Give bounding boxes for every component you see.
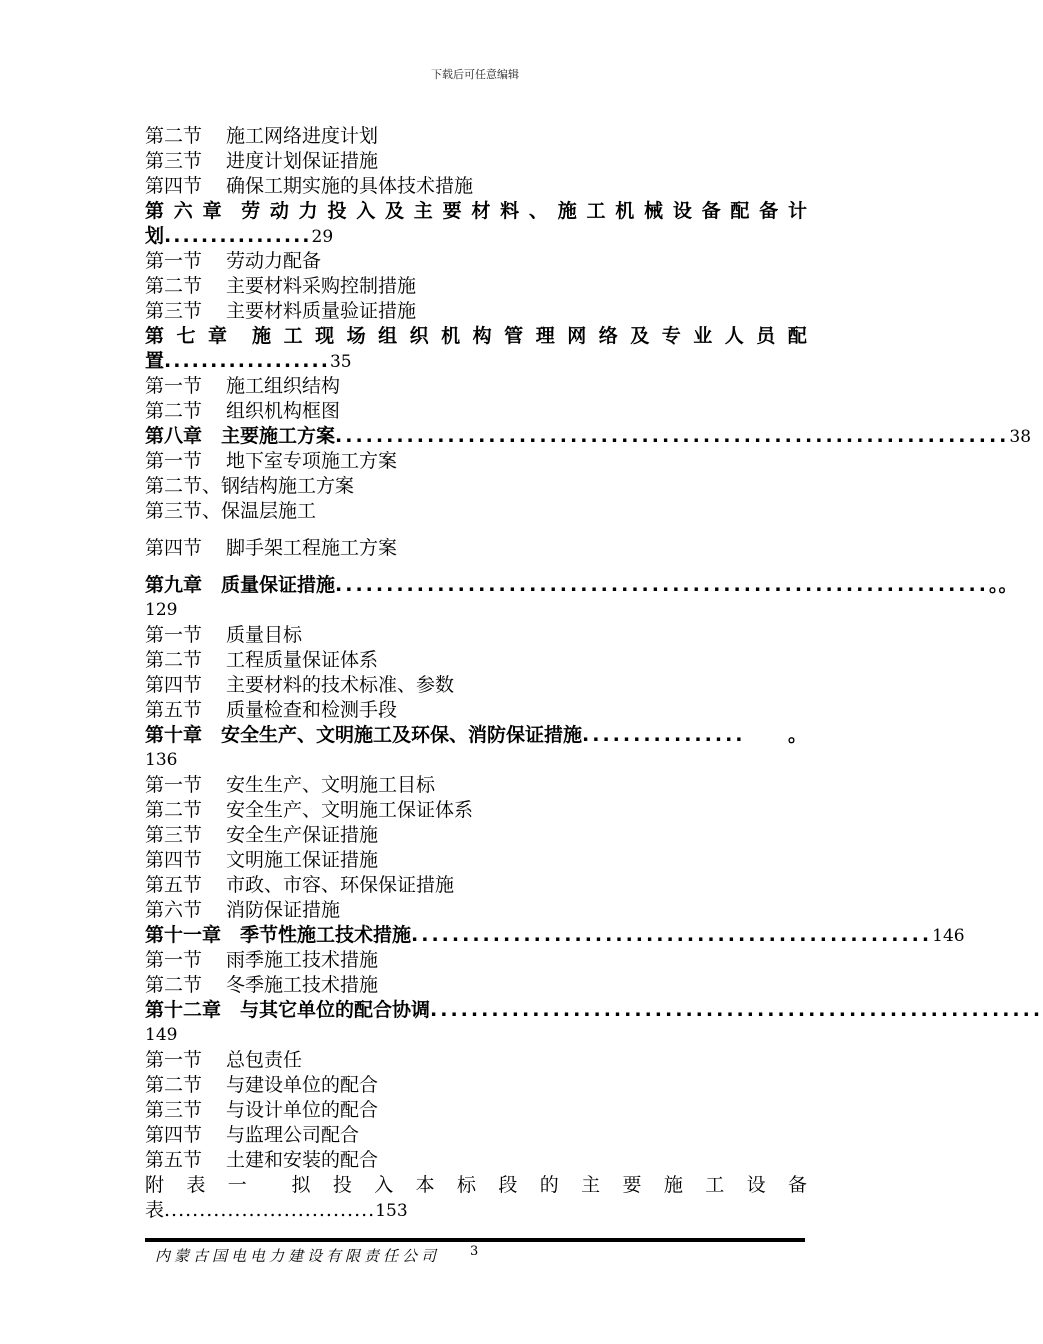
table-of-contents bbox=[145, 124, 1043, 1223]
heading-char: 拟 bbox=[291, 1174, 311, 1196]
toc-section bbox=[145, 374, 807, 399]
section-title: 安全生产、文明施工保证体系 bbox=[226, 799, 474, 821]
section-number: 第五节 bbox=[145, 874, 203, 896]
heading-char: 机 bbox=[615, 200, 635, 222]
toc-section bbox=[145, 449, 807, 474]
chapter-title: 第九章 质量保证措施 bbox=[145, 574, 336, 596]
toc-section bbox=[145, 299, 807, 324]
heading-char: 工 bbox=[586, 200, 606, 222]
page-number: 129 bbox=[145, 600, 178, 620]
heading-char: 材 bbox=[471, 200, 491, 222]
heading-char: 要 bbox=[442, 200, 462, 222]
heading-char: 人 bbox=[724, 325, 744, 347]
heading-char: 章 bbox=[208, 325, 228, 347]
section-title: 确保工期实施的具体技术措施 bbox=[226, 175, 474, 197]
heading-char: 备 bbox=[787, 1174, 807, 1196]
heading-char: 表 bbox=[186, 1174, 206, 1196]
heading-char: 设 bbox=[672, 200, 692, 222]
section-number: 第一节 bbox=[145, 375, 203, 397]
section-title: 土建和安装的配合 bbox=[226, 1149, 379, 1171]
chapter-11-heading bbox=[145, 923, 965, 948]
leader-end: 。。 bbox=[988, 574, 1018, 596]
toc-section bbox=[145, 623, 807, 648]
toc-section bbox=[145, 673, 807, 698]
section-title: 进度计划保证措施 bbox=[226, 150, 379, 172]
section-title: 消防保证措施 bbox=[226, 899, 341, 921]
footer-rule bbox=[145, 1238, 805, 1242]
section-title: 质量检查和检测手段 bbox=[226, 699, 398, 721]
section-title: 雨季施工技术措施 bbox=[226, 949, 379, 971]
heading-char: 理 bbox=[535, 325, 555, 347]
heading-tail: 置 bbox=[145, 350, 165, 372]
heading-char: 的 bbox=[539, 1174, 559, 1196]
heading-char: 工 bbox=[283, 325, 303, 347]
heading-char: 本 bbox=[415, 1174, 435, 1196]
section-title: 脚手架工程施工方案 bbox=[226, 537, 398, 559]
section-title: 劳动力配备 bbox=[226, 250, 322, 272]
page-number: 38 bbox=[1009, 427, 1032, 447]
chapter-title: 第八章 主要施工方案 bbox=[145, 425, 336, 447]
heading-char: 施 bbox=[663, 1174, 683, 1196]
toc-section bbox=[145, 973, 807, 998]
heading-char: 配 bbox=[787, 325, 807, 347]
leader-dots: .............................. bbox=[164, 1199, 376, 1221]
toc-section bbox=[145, 124, 807, 149]
section-title: 市政、市容、环保保证措施 bbox=[226, 874, 455, 896]
section-number: 第一节 bbox=[145, 250, 203, 272]
heading-char: 一 bbox=[227, 1174, 247, 1196]
chapter-7-heading bbox=[145, 324, 807, 349]
toc-section bbox=[145, 848, 807, 873]
heading-char: 构 bbox=[472, 325, 492, 347]
section-number: 第三节 bbox=[145, 1099, 203, 1121]
section-number: 第一节 bbox=[145, 450, 203, 472]
heading-char: 料 bbox=[500, 200, 520, 222]
section-title: 与建设单位的配合 bbox=[226, 1074, 379, 1096]
heading-char: 主 bbox=[413, 200, 433, 222]
heading-char: 第 bbox=[145, 325, 165, 347]
heading-char: 工 bbox=[705, 1174, 725, 1196]
heading-char: 第 bbox=[145, 200, 165, 222]
heading-char: 配 bbox=[730, 200, 750, 222]
section-number: 第四节 bbox=[145, 674, 203, 696]
heading-char: 入 bbox=[356, 200, 376, 222]
appendix-heading bbox=[145, 1173, 807, 1198]
toc-section bbox=[145, 1073, 807, 1098]
section-number: 第二节 bbox=[145, 125, 203, 147]
toc-section: 第三节、保温层施工 bbox=[145, 500, 317, 522]
heading-char: 网 bbox=[567, 325, 587, 347]
heading-char: 主 bbox=[581, 1174, 601, 1196]
chapter-6-continuation bbox=[145, 224, 807, 249]
toc-section bbox=[145, 174, 807, 199]
toc-section bbox=[145, 249, 807, 274]
chapter-8-heading bbox=[145, 424, 1032, 449]
chapter-title: 第十章 安全生产、文明施工及环保、消防保证措施 bbox=[145, 724, 583, 746]
heading-char: 络 bbox=[598, 325, 618, 347]
section-number: 第三节 bbox=[145, 824, 203, 846]
chapter-6-heading bbox=[145, 199, 807, 224]
leader-dots: .................................................................. bbox=[335, 425, 1010, 447]
heading-char: 设 bbox=[746, 1174, 766, 1196]
section-title: 冬季施工技术措施 bbox=[226, 974, 379, 996]
section-title: 施工组织结构 bbox=[226, 375, 341, 397]
section-number: 第四节 bbox=[145, 849, 203, 871]
heading-char: 动 bbox=[269, 200, 289, 222]
section-title: 施工网络进度计划 bbox=[226, 125, 379, 147]
heading-char: 入 bbox=[374, 1174, 394, 1196]
heading-char: 织 bbox=[409, 325, 429, 347]
section-number: 第二节 bbox=[145, 275, 203, 297]
heading-char: 员 bbox=[756, 325, 776, 347]
section-title: 工程质量保证体系 bbox=[226, 649, 379, 671]
toc-section bbox=[145, 1148, 807, 1173]
leader-dots: ................ bbox=[164, 225, 312, 247]
heading-char: 力 bbox=[298, 200, 318, 222]
page-number: 153 bbox=[375, 1201, 408, 1221]
heading-char: 施 bbox=[252, 325, 272, 347]
heading-char: 备 bbox=[701, 200, 721, 222]
page-number: 146 bbox=[932, 926, 965, 946]
section-number: 第二节 bbox=[145, 1074, 203, 1096]
toc-section bbox=[145, 873, 807, 898]
chapter-9-heading bbox=[145, 573, 1018, 598]
footer-page-number: 3 bbox=[470, 1244, 479, 1259]
leader-dots: .................. bbox=[164, 350, 330, 372]
section-number: 第二节 bbox=[145, 649, 203, 671]
chapter-title: 第十一章 季节性施工技术措施 bbox=[145, 924, 412, 946]
section-title: 主要材料质量验证措施 bbox=[226, 300, 417, 322]
section-number: 第一节 bbox=[145, 949, 203, 971]
toc-section bbox=[145, 1123, 807, 1148]
section-number: 第二节 bbox=[145, 799, 203, 821]
heading-char: 场 bbox=[346, 325, 366, 347]
section-title: 总包责任 bbox=[226, 1049, 303, 1071]
toc-section bbox=[145, 823, 807, 848]
heading-char: 现 bbox=[315, 325, 335, 347]
heading-char: 械 bbox=[644, 200, 664, 222]
section-number: 第三节 bbox=[145, 150, 203, 172]
toc-section bbox=[145, 773, 807, 798]
section-number: 第二节 bbox=[145, 974, 203, 996]
section-title: 地下室专项施工方案 bbox=[226, 450, 398, 472]
toc-section: 第二节、钢结构施工方案 bbox=[145, 475, 355, 497]
section-title: 安全生产保证措施 bbox=[226, 824, 379, 846]
appendix-continuation bbox=[145, 1198, 807, 1223]
heading-char: 计 bbox=[787, 200, 807, 222]
chapter-7-continuation bbox=[145, 349, 807, 374]
toc-section bbox=[145, 948, 807, 973]
toc-section bbox=[145, 149, 807, 174]
section-title: 组织机构框图 bbox=[226, 400, 341, 422]
footer-company: 内蒙古国电电力建设有限责任公司 bbox=[155, 1247, 441, 1265]
leader-dots: ................................................... bbox=[411, 924, 933, 946]
heading-char: 业 bbox=[693, 325, 713, 347]
section-number: 第四节 bbox=[145, 175, 203, 197]
heading-char: 要 bbox=[622, 1174, 642, 1196]
heading-char: 、 bbox=[528, 200, 548, 222]
heading-char: 备 bbox=[759, 200, 779, 222]
heading-char: 六 bbox=[173, 200, 193, 222]
section-number: 第五节 bbox=[145, 699, 203, 721]
section-number: 第一节 bbox=[145, 774, 203, 796]
toc-section bbox=[145, 1098, 807, 1123]
page-number: 136 bbox=[145, 750, 178, 770]
heading-char: 投 bbox=[332, 1174, 352, 1196]
heading-char: 附 bbox=[145, 1174, 165, 1196]
heading-char: 七 bbox=[176, 325, 196, 347]
toc-section bbox=[145, 898, 807, 923]
section-title: 与监理公司配合 bbox=[226, 1124, 360, 1146]
chapter-title: 第十二章 与其它单位的配合协调 bbox=[145, 999, 431, 1021]
heading-char: 机 bbox=[441, 325, 461, 347]
toc-section bbox=[145, 1048, 807, 1073]
heading-char: 及 bbox=[385, 200, 405, 222]
section-title: 安生生产、文明施工目标 bbox=[226, 774, 436, 796]
heading-char: 施 bbox=[557, 200, 577, 222]
page-header: 下载后可任意编辑 bbox=[431, 68, 519, 81]
section-title: 与设计单位的配合 bbox=[226, 1099, 379, 1121]
heading-char: 劳 bbox=[241, 200, 261, 222]
page-number: 149 bbox=[145, 1025, 178, 1045]
section-number: 第一节 bbox=[145, 1049, 203, 1071]
leader-dots: ............................................................ bbox=[430, 999, 1043, 1021]
heading-char: 及 bbox=[630, 325, 650, 347]
section-title: 文明施工保证措施 bbox=[226, 849, 379, 871]
toc-section bbox=[145, 698, 807, 723]
toc-section bbox=[145, 399, 807, 424]
section-title: 质量目标 bbox=[226, 624, 303, 646]
leader-dots: ................................................................ bbox=[335, 574, 989, 596]
heading-char: 章 bbox=[202, 200, 222, 222]
heading-char: 段 bbox=[498, 1174, 518, 1196]
heading-char: 组 bbox=[378, 325, 398, 347]
section-number: 第三节 bbox=[145, 300, 203, 322]
heading-char: 管 bbox=[504, 325, 524, 347]
toc-section bbox=[145, 798, 807, 823]
toc-section bbox=[145, 274, 807, 299]
heading-tail: 表 bbox=[145, 1199, 165, 1221]
section-title: 主要材料采购控制措施 bbox=[226, 275, 417, 297]
page-number: 29 bbox=[311, 227, 334, 247]
section-number: 第四节 bbox=[145, 1124, 203, 1146]
section-number: 第四节 bbox=[145, 537, 203, 559]
leader-end: 。 bbox=[787, 724, 807, 746]
toc-section bbox=[145, 648, 807, 673]
section-number: 第二节 bbox=[145, 400, 203, 422]
heading-char: 专 bbox=[661, 325, 681, 347]
section-number: 第五节 bbox=[145, 1149, 203, 1171]
chapter-10-heading bbox=[145, 723, 807, 748]
heading-char: 标 bbox=[456, 1174, 476, 1196]
section-number: 第一节 bbox=[145, 624, 203, 646]
leader-dots: ................ bbox=[582, 724, 746, 746]
heading-tail: 划 bbox=[145, 225, 165, 247]
toc-section bbox=[145, 536, 807, 561]
section-title: 主要材料的技术标准、参数 bbox=[226, 674, 455, 696]
chapter-12-heading bbox=[145, 998, 1043, 1023]
section-number: 第六节 bbox=[145, 899, 203, 921]
heading-char: 投 bbox=[327, 200, 347, 222]
page-number: 35 bbox=[329, 352, 352, 372]
